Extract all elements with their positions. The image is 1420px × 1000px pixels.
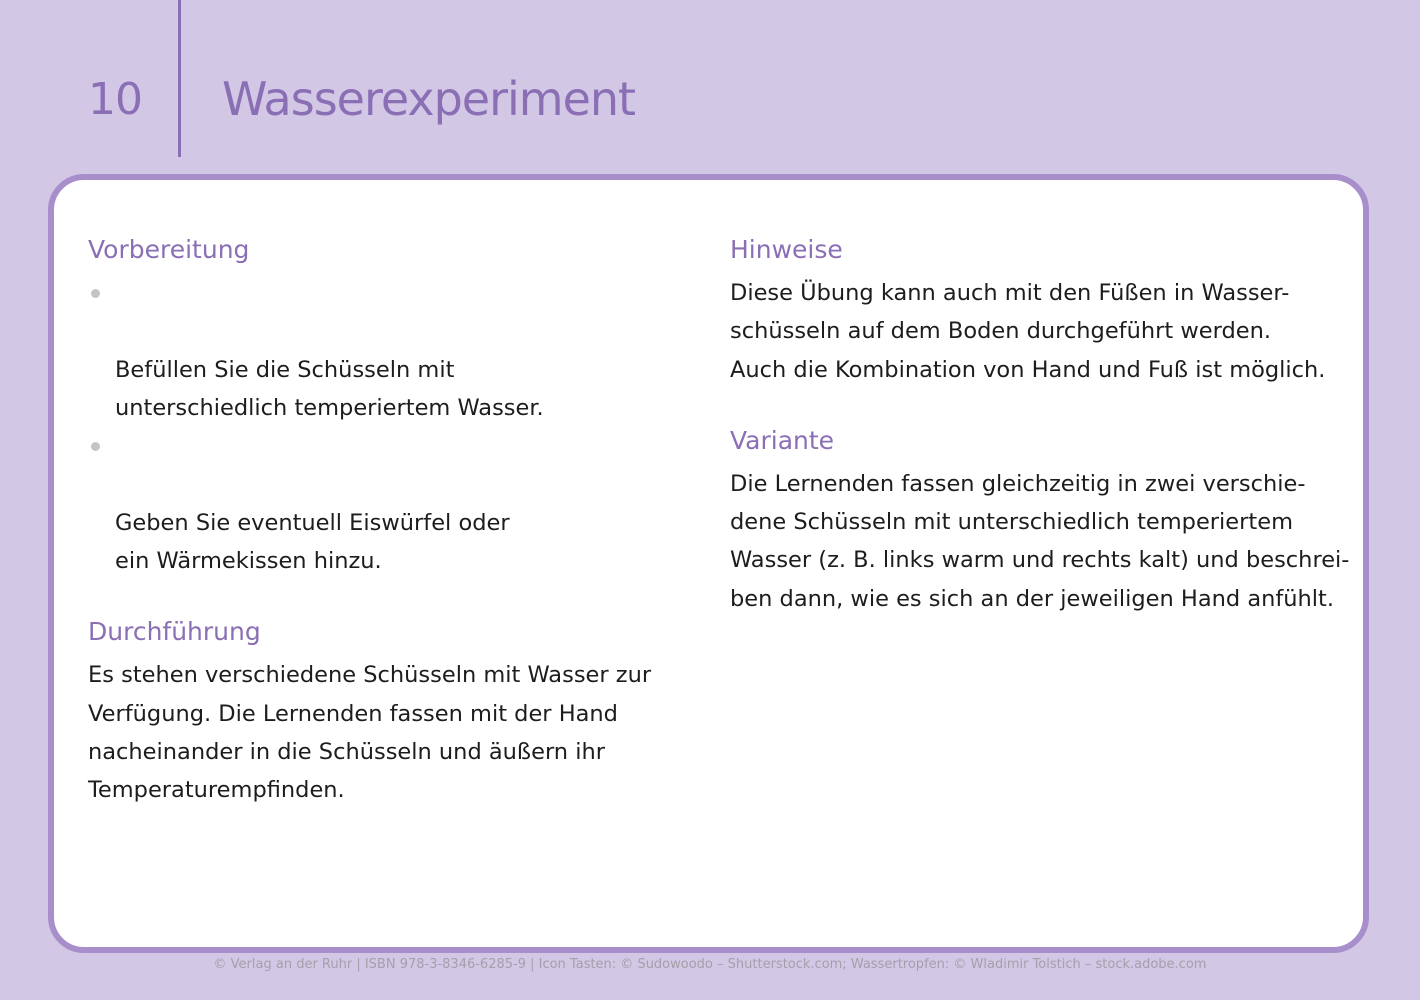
preparation-heading: Vorbereitung bbox=[88, 235, 250, 264]
left-column bbox=[88, 232, 668, 810]
notes-heading: Hinweise bbox=[730, 235, 843, 264]
procedure-text: Es stehen verschiedene Schüsseln mit Wasser zur Verfügung. Die Lernenden fassen mit der Hand nacheinander in die Schüsseln und äußern ihr Temperaturempfinden. bbox=[88, 662, 652, 804]
bullet-dot-icon bbox=[91, 442, 100, 451]
card-title: Wasserexperiment bbox=[222, 72, 636, 126]
list-item bbox=[88, 427, 668, 580]
list-item-text: Geben Sie eventuell Eiswürfel oder ein Wärmekissen hinzu. bbox=[115, 509, 510, 575]
preparation-list bbox=[88, 274, 668, 580]
bullet-dot-icon bbox=[91, 289, 100, 298]
variant-heading: Variante bbox=[730, 425, 835, 455]
notes-text: Diese Übung kann auch mit den Füßen in Wasser- schüsseln auf dem Boden durchgeführt werden. Auch die Kombination von Hand und Fuß ist möglich. bbox=[730, 280, 1326, 383]
list-item-text: Befüllen Sie die Schüsseln mit unterschiedlich temperiertem Wasser. bbox=[115, 356, 544, 421]
variant-text: Die Lernenden fassen gleichzeitig in zwei verschie- dene Schüsseln mit unterschiedlich temperiertem Wasser (z. B. links warm und rechts kalt) und beschrei- ben dann, wie es sich an der jeweiligen Hand anfühlt. bbox=[730, 470, 1350, 612]
content-panel bbox=[48, 174, 1369, 953]
list-item bbox=[88, 274, 668, 427]
procedure-heading: Durchführung bbox=[88, 617, 261, 647]
header-divider bbox=[178, 0, 181, 157]
card-number: 10 bbox=[88, 74, 142, 125]
footer-credits: © Verlag an der Ruhr | ISBN 978-3-8346-6285-9 | Icon Tasten: © Sudowoodo – Shutterstock.com; Wassertropfen: © Wladimir Tolstich – stock.adobe.com bbox=[213, 957, 1207, 972]
right-column bbox=[730, 232, 1355, 618]
